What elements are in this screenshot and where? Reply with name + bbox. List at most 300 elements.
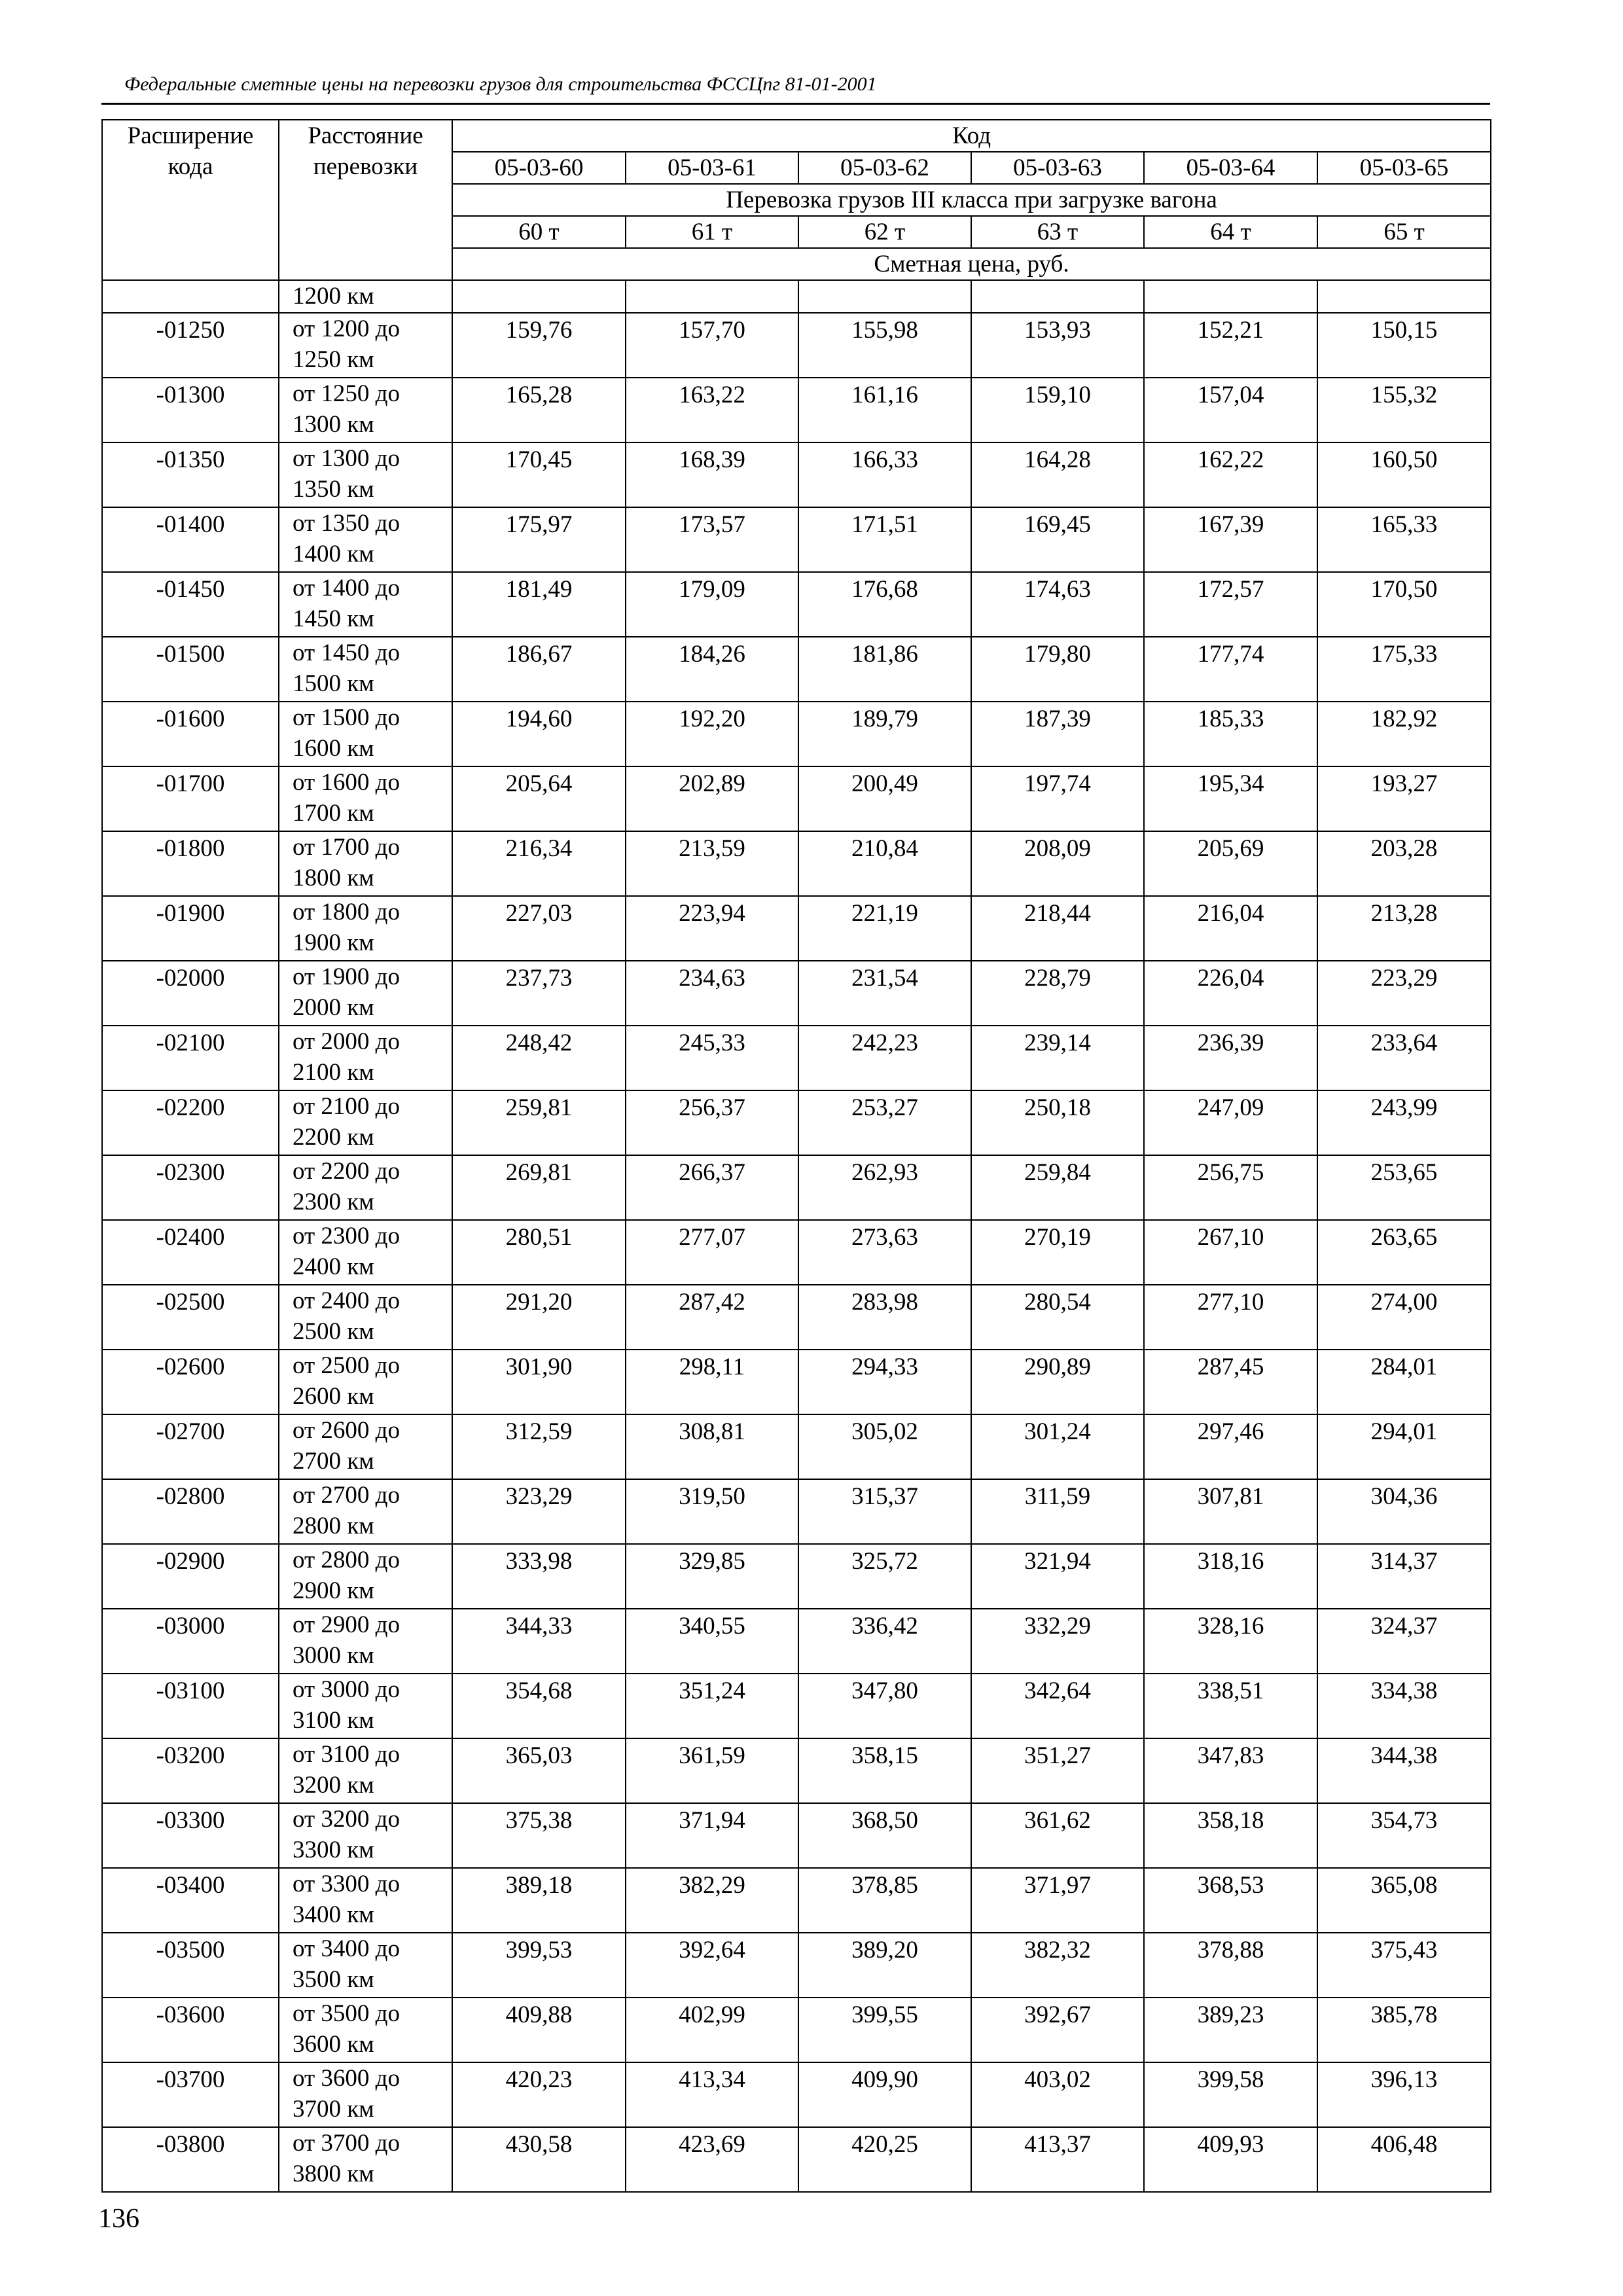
row-distance-from: от 3000 до bbox=[293, 1676, 401, 1703]
group-header-price: Сметная цена, руб. bbox=[452, 248, 1491, 280]
row-code: -03300 bbox=[102, 1803, 279, 1868]
row-distance-from: от 3300 до bbox=[293, 1871, 401, 1897]
row-code: -02800 bbox=[102, 1479, 279, 1544]
table-row bbox=[102, 2127, 1491, 2192]
row-distance-to: 2800 км bbox=[293, 1513, 374, 1539]
row-price: 184,26 bbox=[626, 637, 798, 702]
row-code: -02200 bbox=[102, 1090, 279, 1155]
row-price: 194,60 bbox=[452, 702, 626, 766]
row-code: -02500 bbox=[102, 1285, 279, 1350]
row-distance-from: от 2000 до bbox=[293, 1028, 401, 1055]
row-distance-to: 2400 км bbox=[293, 1253, 374, 1280]
row-price: 340,55 bbox=[626, 1609, 798, 1674]
row-code: -03000 bbox=[102, 1609, 279, 1674]
row-price: 203,28 bbox=[1317, 831, 1491, 896]
row-distance-from: от 1250 до bbox=[293, 380, 401, 407]
code-header-0: 05-03-60 bbox=[452, 152, 626, 184]
row-distance-to: 1600 км bbox=[293, 735, 374, 762]
row-price: 368,53 bbox=[1144, 1868, 1317, 1933]
row-price: 389,18 bbox=[452, 1868, 626, 1933]
row-price: 308,81 bbox=[626, 1414, 798, 1479]
table-row bbox=[102, 1026, 1491, 1090]
row-distance bbox=[279, 1609, 452, 1674]
row-distance-to: 1400 км bbox=[293, 541, 374, 567]
price-table bbox=[101, 119, 1491, 2193]
row-distance bbox=[279, 442, 452, 507]
row-price: 181,86 bbox=[798, 637, 971, 702]
row-distance bbox=[279, 1738, 452, 1803]
row-price: 402,99 bbox=[626, 1998, 798, 2062]
row-distance bbox=[279, 1350, 452, 1414]
row-price: 200,49 bbox=[798, 766, 971, 831]
row-price: 189,79 bbox=[798, 702, 971, 766]
row-distance bbox=[279, 1674, 452, 1738]
row-price: 160,50 bbox=[1317, 442, 1491, 507]
row-distance-to: 1800 км bbox=[293, 865, 374, 891]
row-price: 179,80 bbox=[971, 637, 1144, 702]
row-price: 247,09 bbox=[1144, 1090, 1317, 1155]
row-distance bbox=[279, 766, 452, 831]
row-price: 170,45 bbox=[452, 442, 626, 507]
row-price: 170,50 bbox=[1317, 572, 1491, 637]
row-code: -01700 bbox=[102, 766, 279, 831]
row-distance bbox=[279, 1803, 452, 1868]
row-price: 253,65 bbox=[1317, 1155, 1491, 1220]
row-price: 169,45 bbox=[971, 507, 1144, 572]
row-price: 231,54 bbox=[798, 961, 971, 1026]
row-distance-to: 3300 км bbox=[293, 1837, 374, 1863]
row-price: 273,63 bbox=[798, 1220, 971, 1285]
row-price: 175,33 bbox=[1317, 637, 1491, 702]
row-code: -03200 bbox=[102, 1738, 279, 1803]
row-price: 378,85 bbox=[798, 1868, 971, 1933]
row-price: 382,29 bbox=[626, 1868, 798, 1933]
row-distance-to: 2600 км bbox=[293, 1383, 374, 1410]
row-code: -02600 bbox=[102, 1350, 279, 1414]
row-price: 283,98 bbox=[798, 1285, 971, 1350]
row-price: 270,19 bbox=[971, 1220, 1144, 1285]
row-distance-from: от 3100 до bbox=[293, 1741, 401, 1768]
table-row bbox=[102, 507, 1491, 572]
row-price: 403,02 bbox=[971, 2062, 1144, 2127]
table-row bbox=[102, 702, 1491, 766]
row-code: -01350 bbox=[102, 442, 279, 507]
row-price: 153,93 bbox=[971, 313, 1144, 378]
row-distance-from: от 3700 до bbox=[293, 2130, 401, 2157]
row-price: 213,28 bbox=[1317, 896, 1491, 961]
row-distance-from: от 1600 до bbox=[293, 769, 401, 796]
row-code: -02900 bbox=[102, 1544, 279, 1609]
row-price: 152,21 bbox=[1144, 313, 1317, 378]
table-row bbox=[102, 1220, 1491, 1285]
row-distance-from: от 3600 до bbox=[293, 2065, 401, 2092]
row-price: 227,03 bbox=[452, 896, 626, 961]
row-distance-to: 3600 км bbox=[293, 2031, 374, 2058]
row-price: 245,33 bbox=[626, 1026, 798, 1090]
row-price: 399,53 bbox=[452, 1933, 626, 1998]
row-price: 307,81 bbox=[1144, 1479, 1317, 1544]
row-price: 186,67 bbox=[452, 637, 626, 702]
row-distance-to: 3400 км bbox=[293, 1901, 374, 1928]
row-price: 171,51 bbox=[798, 507, 971, 572]
code-header-1: 05-03-61 bbox=[626, 152, 798, 184]
group-header-code: Код bbox=[452, 120, 1491, 152]
row-distance-to: 3500 км bbox=[293, 1966, 374, 1993]
row-price: 165,33 bbox=[1317, 507, 1491, 572]
row-price: 205,64 bbox=[452, 766, 626, 831]
row-price: 358,15 bbox=[798, 1738, 971, 1803]
row-price: 167,39 bbox=[1144, 507, 1317, 572]
load-header-1: 61 т bbox=[626, 216, 798, 248]
row-price: 237,73 bbox=[452, 961, 626, 1026]
row-distance-from: от 1400 до bbox=[293, 575, 401, 601]
row-code: -03500 bbox=[102, 1933, 279, 1998]
continuation-row bbox=[102, 280, 1491, 313]
row-price: 297,46 bbox=[1144, 1414, 1317, 1479]
row-distance-from: от 1700 до bbox=[293, 834, 401, 861]
table-row bbox=[102, 1414, 1491, 1479]
row-distance-to: 1450 км bbox=[293, 605, 374, 632]
row-price: 269,81 bbox=[452, 1155, 626, 1220]
running-header: Федеральные сметные цены на перевозки грузов для строительства ФССЦпг 81-01-2001 bbox=[124, 73, 877, 95]
row-price: 175,97 bbox=[452, 507, 626, 572]
row-distance-from: от 2700 до bbox=[293, 1482, 401, 1509]
row-distance bbox=[279, 1285, 452, 1350]
row-distance-from: от 1450 до bbox=[293, 639, 401, 666]
row-distance bbox=[279, 572, 452, 637]
row-price: 399,58 bbox=[1144, 2062, 1317, 2127]
row-code: -03800 bbox=[102, 2127, 279, 2192]
row-price: 298,11 bbox=[626, 1350, 798, 1414]
row-price: 430,58 bbox=[452, 2127, 626, 2192]
row-price: 262,93 bbox=[798, 1155, 971, 1220]
row-price: 259,84 bbox=[971, 1155, 1144, 1220]
row-distance-to: 3700 км bbox=[293, 2096, 374, 2123]
row-distance-to: 1500 км bbox=[293, 670, 374, 697]
row-distance-from: от 1800 до bbox=[293, 899, 401, 925]
row-price: 187,39 bbox=[971, 702, 1144, 766]
row-distance bbox=[279, 2062, 452, 2127]
row-price: 173,57 bbox=[626, 507, 798, 572]
row-price: 233,64 bbox=[1317, 1026, 1491, 1090]
row-price: 168,39 bbox=[626, 442, 798, 507]
table-row bbox=[102, 313, 1491, 378]
row-price: 368,50 bbox=[798, 1803, 971, 1868]
row-price: 409,90 bbox=[798, 2062, 971, 2127]
row-price: 192,20 bbox=[626, 702, 798, 766]
table-row bbox=[102, 896, 1491, 961]
row-price: 396,13 bbox=[1317, 2062, 1491, 2127]
table-row bbox=[102, 1868, 1491, 1933]
row-distance-from: от 3200 до bbox=[293, 1806, 401, 1833]
row-price: 347,80 bbox=[798, 1674, 971, 1738]
table-row bbox=[102, 1350, 1491, 1414]
row-price: 365,08 bbox=[1317, 1868, 1491, 1933]
row-price: 277,10 bbox=[1144, 1285, 1317, 1350]
row-price: 155,32 bbox=[1317, 378, 1491, 442]
row-distance bbox=[279, 507, 452, 572]
table-row bbox=[102, 961, 1491, 1026]
row-price: 301,24 bbox=[971, 1414, 1144, 1479]
row-distance-from: от 1350 до bbox=[293, 510, 401, 537]
row-distance-from: от 2100 до bbox=[293, 1093, 401, 1120]
row-price: 344,33 bbox=[452, 1609, 626, 1674]
row-distance-from: от 2800 до bbox=[293, 1547, 401, 1573]
row-price: 389,23 bbox=[1144, 1998, 1317, 2062]
table-row bbox=[102, 1479, 1491, 1544]
code-header-3: 05-03-63 bbox=[971, 152, 1144, 184]
row-distance bbox=[279, 1933, 452, 1998]
row-price: 409,93 bbox=[1144, 2127, 1317, 2192]
row-code: -02000 bbox=[102, 961, 279, 1026]
row-code: -01400 bbox=[102, 507, 279, 572]
row-price: 291,20 bbox=[452, 1285, 626, 1350]
col-header-extension: Расширение кода bbox=[102, 120, 279, 280]
row-price: 157,04 bbox=[1144, 378, 1317, 442]
row-distance-from: от 2400 до bbox=[293, 1287, 401, 1314]
row-code: -01900 bbox=[102, 896, 279, 961]
row-distance-to: 3100 км bbox=[293, 1707, 374, 1734]
row-price: 375,38 bbox=[452, 1803, 626, 1868]
row-price: 290,89 bbox=[971, 1350, 1144, 1414]
row-distance-to: 2100 км bbox=[293, 1059, 374, 1086]
table-row bbox=[102, 1090, 1491, 1155]
row-price: 197,74 bbox=[971, 766, 1144, 831]
row-price: 164,28 bbox=[971, 442, 1144, 507]
row-price: 259,81 bbox=[452, 1090, 626, 1155]
row-distance bbox=[279, 1220, 452, 1285]
row-code: -02100 bbox=[102, 1026, 279, 1090]
continuation-distance: 1200 км bbox=[279, 280, 452, 313]
row-distance bbox=[279, 1479, 452, 1544]
row-price: 413,34 bbox=[626, 2062, 798, 2127]
table-row bbox=[102, 637, 1491, 702]
row-distance-to: 1900 км bbox=[293, 929, 374, 956]
row-price: 223,29 bbox=[1317, 961, 1491, 1026]
row-price: 371,97 bbox=[971, 1868, 1144, 1933]
row-price: 250,18 bbox=[971, 1090, 1144, 1155]
row-distance bbox=[279, 378, 452, 442]
table-row bbox=[102, 1998, 1491, 2062]
row-distance bbox=[279, 702, 452, 766]
row-price: 382,32 bbox=[971, 1933, 1144, 1998]
row-price: 166,33 bbox=[798, 442, 971, 507]
row-price: 305,02 bbox=[798, 1414, 971, 1479]
row-code: -01450 bbox=[102, 572, 279, 637]
row-price: 242,23 bbox=[798, 1026, 971, 1090]
continuation-code-cell bbox=[102, 280, 279, 313]
row-price: 226,04 bbox=[1144, 961, 1317, 1026]
row-distance bbox=[279, 637, 452, 702]
row-price: 375,43 bbox=[1317, 1933, 1491, 1998]
row-price: 342,64 bbox=[971, 1674, 1144, 1738]
row-price: 159,76 bbox=[452, 313, 626, 378]
header-rule bbox=[101, 103, 1490, 105]
table-row bbox=[102, 1544, 1491, 1609]
load-header-4: 64 т bbox=[1144, 216, 1317, 248]
row-distance bbox=[279, 2127, 452, 2192]
row-price: 361,62 bbox=[971, 1803, 1144, 1868]
row-distance-from: от 2500 до bbox=[293, 1352, 401, 1379]
row-distance bbox=[279, 1544, 452, 1609]
row-price: 172,57 bbox=[1144, 572, 1317, 637]
row-distance bbox=[279, 896, 452, 961]
row-price: 157,70 bbox=[626, 313, 798, 378]
row-code: -02700 bbox=[102, 1414, 279, 1479]
row-price: 243,99 bbox=[1317, 1090, 1491, 1155]
row-price: 329,85 bbox=[626, 1544, 798, 1609]
row-price: 311,59 bbox=[971, 1479, 1144, 1544]
row-price: 319,50 bbox=[626, 1479, 798, 1544]
row-price: 208,09 bbox=[971, 831, 1144, 896]
table-row bbox=[102, 2062, 1491, 2127]
row-price: 185,33 bbox=[1144, 702, 1317, 766]
row-distance-to: 1700 км bbox=[293, 800, 374, 827]
row-code: -01500 bbox=[102, 637, 279, 702]
table-row bbox=[102, 766, 1491, 831]
row-distance-from: от 2900 до bbox=[293, 1611, 401, 1638]
row-price: 378,88 bbox=[1144, 1933, 1317, 1998]
row-price: 323,29 bbox=[452, 1479, 626, 1544]
row-code: -03400 bbox=[102, 1868, 279, 1933]
table-row bbox=[102, 1285, 1491, 1350]
row-price: 324,37 bbox=[1317, 1609, 1491, 1674]
row-price: 294,01 bbox=[1317, 1414, 1491, 1479]
load-header-5: 65 т bbox=[1317, 216, 1491, 248]
row-price: 256,75 bbox=[1144, 1155, 1317, 1220]
row-price: 195,34 bbox=[1144, 766, 1317, 831]
row-price: 354,68 bbox=[452, 1674, 626, 1738]
page-number: 136 bbox=[98, 2204, 139, 2234]
row-code: -03100 bbox=[102, 1674, 279, 1738]
row-price: 179,09 bbox=[626, 572, 798, 637]
row-price: 334,38 bbox=[1317, 1674, 1491, 1738]
row-distance-from: от 2600 до bbox=[293, 1417, 401, 1444]
row-distance bbox=[279, 1026, 452, 1090]
row-price: 338,51 bbox=[1144, 1674, 1317, 1738]
row-price: 236,39 bbox=[1144, 1026, 1317, 1090]
table-row bbox=[102, 572, 1491, 637]
row-distance-to: 1350 км bbox=[293, 476, 374, 503]
row-price: 294,33 bbox=[798, 1350, 971, 1414]
row-distance-to: 3200 км bbox=[293, 1772, 374, 1799]
row-price: 210,84 bbox=[798, 831, 971, 896]
row-price: 321,94 bbox=[971, 1544, 1144, 1609]
row-code: -01600 bbox=[102, 702, 279, 766]
table-row bbox=[102, 1155, 1491, 1220]
row-price: 385,78 bbox=[1317, 1998, 1491, 2062]
row-price: 344,38 bbox=[1317, 1738, 1491, 1803]
row-price: 253,27 bbox=[798, 1090, 971, 1155]
row-price: 336,42 bbox=[798, 1609, 971, 1674]
row-price: 266,37 bbox=[626, 1155, 798, 1220]
row-distance bbox=[279, 1090, 452, 1155]
row-price: 284,01 bbox=[1317, 1350, 1491, 1414]
row-price: 409,88 bbox=[452, 1998, 626, 2062]
row-price: 332,29 bbox=[971, 1609, 1144, 1674]
row-price: 256,37 bbox=[626, 1090, 798, 1155]
col-header-distance: Расстояние перевозки bbox=[279, 120, 452, 280]
row-price: 318,16 bbox=[1144, 1544, 1317, 1609]
row-distance bbox=[279, 313, 452, 378]
row-distance bbox=[279, 1414, 452, 1479]
row-price: 228,79 bbox=[971, 961, 1144, 1026]
row-price: 301,90 bbox=[452, 1350, 626, 1414]
row-price: 234,63 bbox=[626, 961, 798, 1026]
row-distance-from: от 2300 до bbox=[293, 1223, 401, 1249]
row-distance-to: 2300 км bbox=[293, 1189, 374, 1215]
row-price: 280,51 bbox=[452, 1220, 626, 1285]
row-price: 213,59 bbox=[626, 831, 798, 896]
row-code: -03600 bbox=[102, 1998, 279, 2062]
row-distance-to: 2000 км bbox=[293, 994, 374, 1021]
row-price: 351,24 bbox=[626, 1674, 798, 1738]
row-distance-from: от 1300 до bbox=[293, 445, 401, 472]
row-price: 351,27 bbox=[971, 1738, 1144, 1803]
row-price: 267,10 bbox=[1144, 1220, 1317, 1285]
row-price: 371,94 bbox=[626, 1803, 798, 1868]
row-distance-from: от 1900 до bbox=[293, 963, 401, 990]
row-distance bbox=[279, 1998, 452, 2062]
row-price: 239,14 bbox=[971, 1026, 1144, 1090]
row-price: 333,98 bbox=[452, 1544, 626, 1609]
row-price: 361,59 bbox=[626, 1738, 798, 1803]
load-header-2: 62 т bbox=[798, 216, 971, 248]
row-price: 420,23 bbox=[452, 2062, 626, 2127]
row-distance bbox=[279, 961, 452, 1026]
row-distance bbox=[279, 1155, 452, 1220]
row-price: 328,16 bbox=[1144, 1609, 1317, 1674]
row-price: 274,00 bbox=[1317, 1285, 1491, 1350]
row-price: 223,94 bbox=[626, 896, 798, 961]
row-price: 202,89 bbox=[626, 766, 798, 831]
row-distance-to: 3800 км bbox=[293, 2161, 374, 2187]
row-distance-from: от 2200 до bbox=[293, 1158, 401, 1185]
row-price: 287,42 bbox=[626, 1285, 798, 1350]
row-price: 177,74 bbox=[1144, 637, 1317, 702]
row-price: 163,22 bbox=[626, 378, 798, 442]
row-code: -02300 bbox=[102, 1155, 279, 1220]
row-price: 406,48 bbox=[1317, 2127, 1491, 2192]
row-price: 354,73 bbox=[1317, 1803, 1491, 1868]
row-price: 420,25 bbox=[798, 2127, 971, 2192]
row-price: 325,72 bbox=[798, 1544, 971, 1609]
row-price: 423,69 bbox=[626, 2127, 798, 2192]
row-price: 248,42 bbox=[452, 1026, 626, 1090]
code-header-4: 05-03-64 bbox=[1144, 152, 1317, 184]
row-price: 392,64 bbox=[626, 1933, 798, 1998]
table-row bbox=[102, 378, 1491, 442]
row-price: 205,69 bbox=[1144, 831, 1317, 896]
row-price: 392,67 bbox=[971, 1998, 1144, 2062]
row-price: 280,54 bbox=[971, 1285, 1144, 1350]
row-code: -03700 bbox=[102, 2062, 279, 2127]
row-price: 277,07 bbox=[626, 1220, 798, 1285]
row-distance-to: 1250 км bbox=[293, 346, 374, 373]
row-code: -01300 bbox=[102, 378, 279, 442]
row-price: 365,03 bbox=[452, 1738, 626, 1803]
row-distance-to: 2700 км bbox=[293, 1448, 374, 1475]
row-price: 315,37 bbox=[798, 1479, 971, 1544]
row-price: 216,34 bbox=[452, 831, 626, 896]
row-distance-to: 2500 км bbox=[293, 1318, 374, 1345]
row-distance-to: 3000 км bbox=[293, 1642, 374, 1669]
row-price: 304,36 bbox=[1317, 1479, 1491, 1544]
code-header-5: 05-03-65 bbox=[1317, 152, 1491, 184]
table-row bbox=[102, 1738, 1491, 1803]
row-price: 389,20 bbox=[798, 1933, 971, 1998]
row-distance-from: от 3400 до bbox=[293, 1935, 401, 1962]
